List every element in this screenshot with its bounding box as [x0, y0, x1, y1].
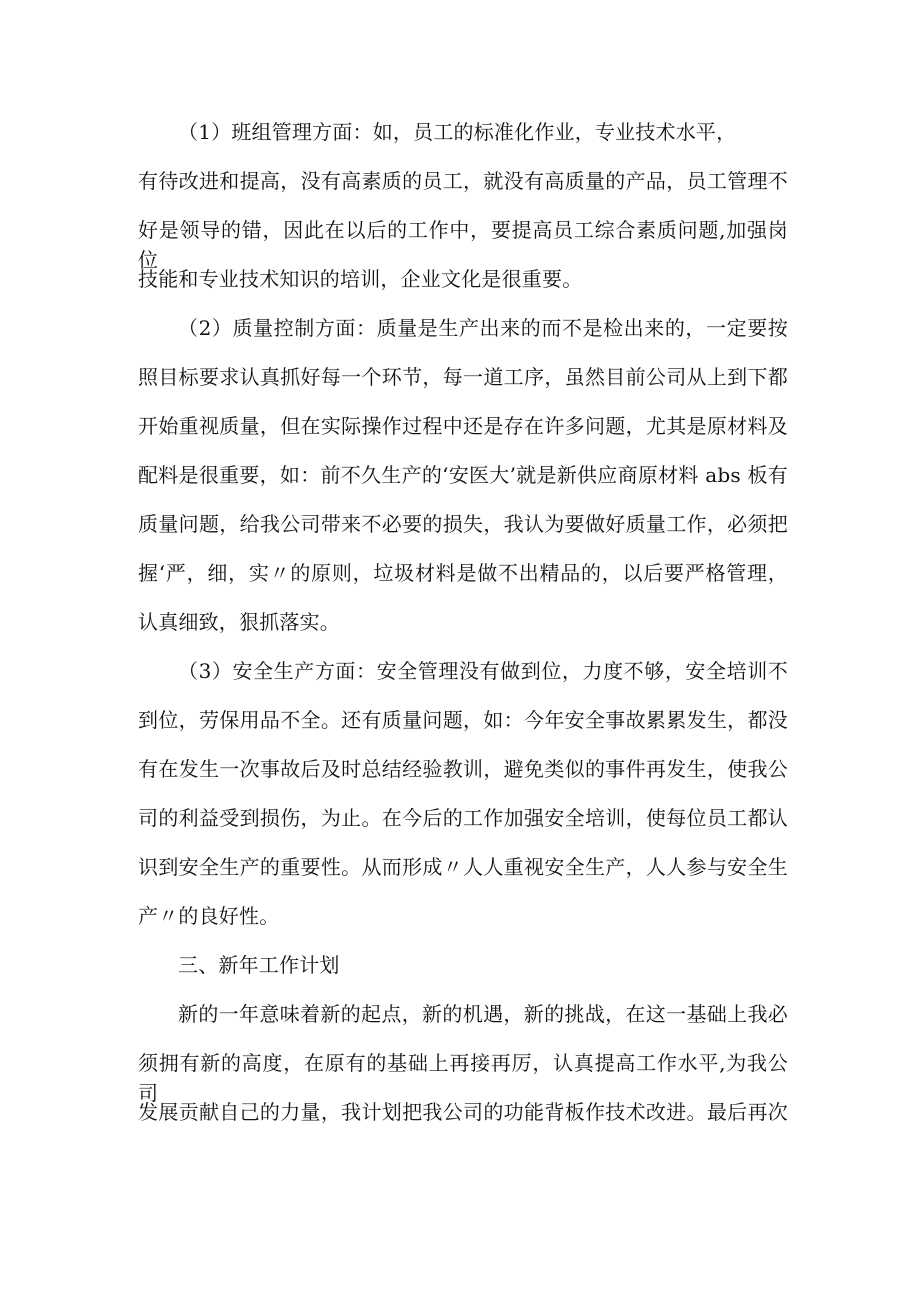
text-line: 认真细致，狠抓落实。	[138, 610, 340, 634]
text-line: 照目标要求认真抓好每一个环节，每一道工序，虽然目前公司从上到下都	[138, 365, 788, 389]
text-line: 产〃的良好性。	[138, 904, 280, 928]
text-line: 有在发生一次事故后及时总结经验教训，避免类似的事件再发生，使我公	[138, 757, 788, 781]
text-line: （2）质量控制方面：质量是生产出来的而不是检出来的，一定要按	[178, 316, 788, 340]
text-line: 识到安全生产的重要性。从而形成〃人人重视安全生产，人人参与安全生	[138, 855, 788, 879]
text-line: 开始重视质量，但在实际操作过程中还是存在许多问题，尤其是原材料及	[138, 414, 788, 438]
text-line: 司的利益受到损伤，为止。在今后的工作加强安全培训，使每位员工都认	[138, 806, 788, 830]
text-line: 配料是很重要，如：前不久生产的‘安医大’就是新供应商原材料 abs 板有	[138, 463, 788, 487]
heading-line: 三、新年工作计划	[178, 953, 340, 977]
text-line: （1）班组管理方面：如，员工的标准化作业，专业技术水平，	[178, 120, 737, 144]
text-line: 质量问题，给我公司带来不必要的损失，我认为要做好质量工作，必须把	[138, 512, 788, 536]
text-line: 须拥有新的高度，在原有的基础上再接再厉，认真提高工作水平,为我公司	[138, 1051, 788, 1105]
text-line: 好是领导的错，因此在以后的工作中，要提高员工综合素质问题,加强岗位	[138, 218, 788, 272]
text-line: 到位，劳保用品不全。还有质量问题，如：今年安全事故累累发生，都没	[138, 708, 788, 732]
text-line: 新的一年意味着新的起点，新的机遇，新的挑战，在这一基础上我必	[178, 1002, 788, 1026]
text-line: 技能和专业技术知识的培训，企业文化是很重要。	[138, 267, 583, 291]
text-line: （3）安全生产方面：安全管理没有做到位，力度不够，安全培训不	[178, 659, 788, 683]
text-line: 有待改进和提高，没有高素质的员工，就没有高质量的产品，员工管理不	[138, 169, 788, 193]
text-line: 握‘严，细，实〃的原则，垃圾材料是做不出精品的，以后要严格管理，	[138, 561, 788, 585]
text-line: 发展贡献自己的力量，我计划把我公司的功能背板作技术改进。最后再次	[138, 1100, 788, 1124]
